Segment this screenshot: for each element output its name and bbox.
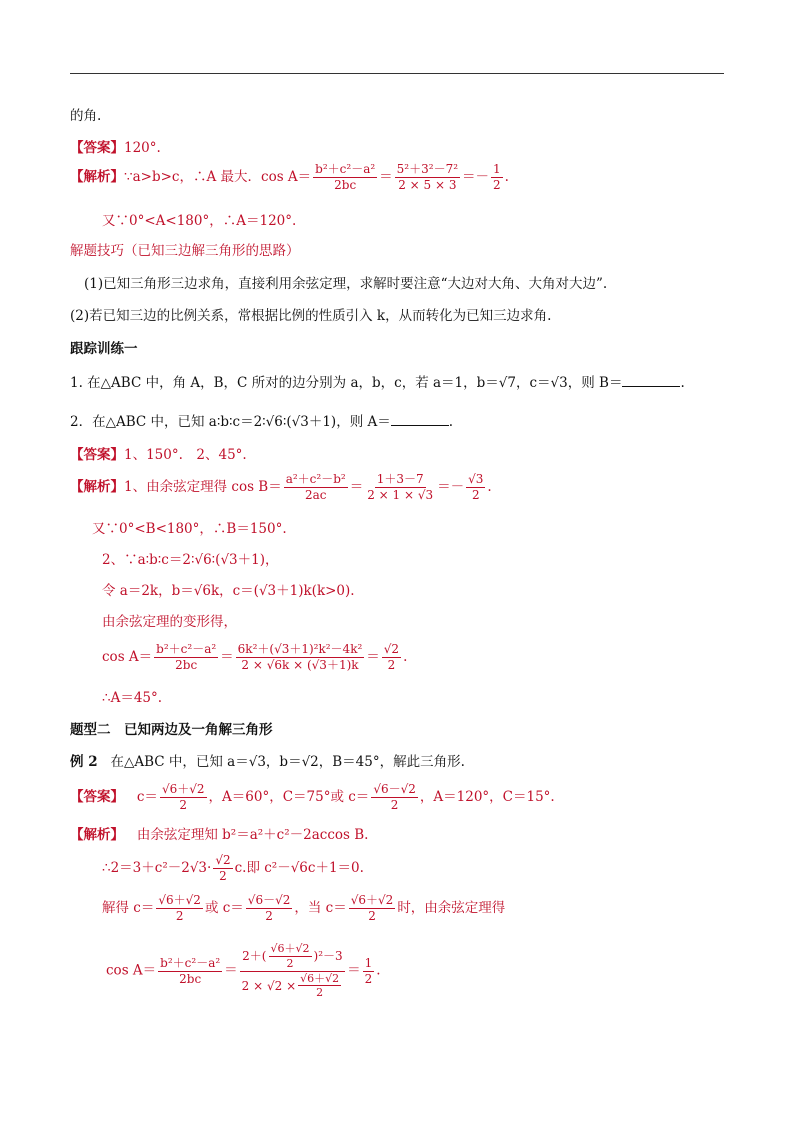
section-title: 题型二 已知两边及一角解三角形 [70,722,273,738]
practice-title: 跟踪训练一 [70,341,138,357]
solution-3-line-3: 解得 c＝ $\frac{√6+√2}{2}$ 或 c＝ $\frac{√6-√2}{2}$ ，当 c＝ $\frac{√6+√2}{2}$ 时，由余弦定理得 [102,893,506,923]
tip-1: (1)已知三角形三边求角，直接利用余弦定理，求解时要注意“大边对大角、大角对大边”. [84,276,608,292]
tip-2: (2)若已知三边的比例关系，常根据比例的性质引入 k，从而转化为已知三边求角. [70,308,552,324]
answer-tag: 【答案】 [70,140,124,156]
solution-3-line-1: 【解析】 由余弦定理知 b²＝a²＋c²－2accos B. [70,827,369,843]
solution-2-line-3: 2、∵a∶b∶c＝2∶√6∶(√3＋1)， [102,552,279,568]
solution-3-line-2: ∴2＝3＋c²－2√3· $\frac{√2}{2}$ c.即 c²－√6c＋1＝0. [102,853,364,883]
fraction: $\frac{√6+√2}{2}$ [158,893,201,923]
answer-1 [70,136,161,156]
solution-text: ∵a>b>c，∴A 最大．cos A＝ [124,169,312,185]
header-rule [70,73,724,74]
solution-tag: 【解析】 [70,169,124,185]
solution-2-line-7: ∴A＝45°. [102,690,163,706]
fraction: $\frac{\text{5²＋3²－7²}}{2 \times 5 \times 3}$ [396,162,459,192]
fraction: $\frac{\text{6k²＋(√3＋1)²k²－4k²}}{2 \times √6k \times (√3+1)k}$ [237,642,363,672]
solution-2-line-2: 又∵0°<B<180°，∴B＝150°. [92,521,287,537]
fraction: $\frac{1}{2}$ [493,162,501,192]
fraction: $\frac{√6-√2}{2}$ [247,893,291,923]
answer-2: 【答案】1、150°. 2、45°. [70,447,247,463]
fraction: $\frac{√3}{2}$ [468,472,484,502]
continued-text: 的角. [70,108,102,124]
solution-3-line-4: cos A＝ $\frac{\text{b²＋c²－a²}}{2bc}$ ＝ 2＋( $\frac{√6+√2}{2}$ )²－3 2 × √2 × $\frac{√6+√2}{2}$ ＝ $\frac{1}{2}$ . [106,942,381,1000]
solution-1-line-1: 【解析】∵a>b>c，∴A 最大．cos A＝ $\frac{\text{b²＋c²－a²}}{2bc}$ ＝ $\frac{\text{5²＋3²－7²}}{2 \times 5 \times 3}$ ＝－ $\frac{1}{2}$ . [70,162,509,192]
fraction: $\frac{1+3-7}{2 \times 1 \times √3}$ [367,472,434,502]
fraction: $\frac{\text{b²＋c²－a²}}{2bc}$ [160,955,221,986]
fraction: $\frac{√6-√2}{2}$ [373,782,416,812]
solution-2-line-1: 【解析】1、由余弦定理得 cos B＝ $\frac{\text{a²＋c²－b²}}{2ac}$ ＝ $\frac{1+3-7}{2 \times 1 \times √3}$ ＝－ $\frac{√3}{2}$ . [70,472,492,502]
tips-title: 解题技巧（已知三边解三角形的思路） [70,243,300,259]
solution-2-line-5: 由余弦定理的变形得， [102,614,237,630]
fraction: $\frac{√2}{2}$ [383,642,400,672]
fraction: $\frac{\text{b²＋c²－a²}}{2bc}$ [156,642,217,672]
fraction: $\frac{\text{b²＋c²－a²}}{2bc}$ [315,162,376,192]
answer-3: 【答案】 c＝ $\frac{√6+√2}{2}$ ，A＝60°，C＝75°或 c＝ $\frac{√6-√2}{2}$ ，A＝120°，C＝15°. [70,782,555,812]
fraction: $\frac{√6+√2}{2}$ [350,893,394,923]
answer-value: 120°. [124,140,161,156]
question-1: 1. 在△ABC 中，角 A，B，C 所对的边分别为 a，b，c，若 a＝1，b＝√7，c＝√3，则 B＝ . [70,375,685,391]
fraction: $\frac{\text{a²＋c²－b²}}{2ac}$ [285,472,346,502]
fraction: $\frac{√2}{2}$ [215,853,231,883]
question-2: 2．在△ABC 中，已知 a∶b∶c＝2∶√6∶(√3＋1)，则 A＝ . [70,414,454,430]
fraction: $\frac{√6+√2}{2}$ [161,782,205,812]
solution-2-line-6: cos A＝ $\frac{\text{b²＋c²－a²}}{2bc}$ ＝ $\frac{\text{6k²＋(√3＋1)²k²－4k²}}{2 \times √6k \times (√3+1)k}$ ＝ $\frac{√2}{2}$ . [102,642,408,672]
solution-2-line-4: 令 a＝2k，b＝√6k，c＝(√3＋1)k(k>0). [102,583,355,599]
example-2: 例 2 在△ABC 中，已知 a＝√3，b＝√2，B＝45°，解此三角形. [70,754,465,770]
answer-blank [622,374,680,387]
answer-blank [391,413,449,426]
fraction: $\frac{1}{2}$ [364,955,373,986]
nested-fraction: 2＋( $\frac{√6+√2}{2}$ )²－3 2 × √2 × $\frac{√6+√2}{2}$ [241,942,343,1000]
solution-1-line-2: 又∵0°<A<180°，∴A＝120°. [102,213,297,229]
